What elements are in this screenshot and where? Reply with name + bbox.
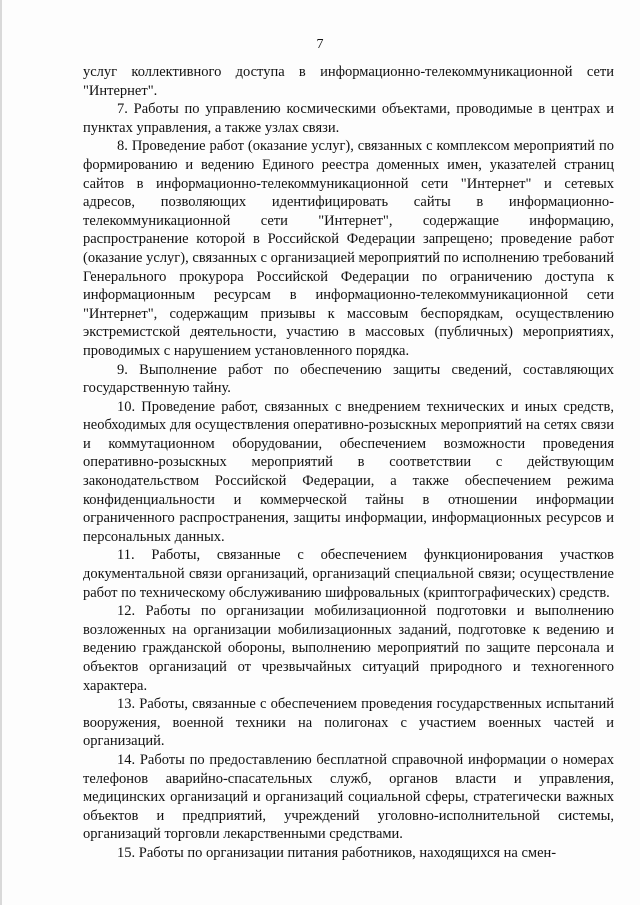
scan-edge — [0, 0, 2, 905]
paragraph-item-12: 12. Работы по организации мобилизационной подготовки и выполнению возложенных на организации мобилизационных заданий, подготовке к ведению и ведению гражданской обороны, выполнению мероприятий по защите персонала и объектов организаций от чрезвычайных ситуаций природного и техногенного характера. — [83, 603, 614, 694]
document-body — [83, 63, 614, 863]
paragraph-item-14: 14. Работы по предоставлению бесплатной справочной информации о номерах телефонов аварийно-спасательных служб, органов власти и управления, медицинских организаций и организаций социальной сферы, стратегически важных объектов и предприятий, учреждений уголовно-исполнительной системы, организаций торговли лекарственными средствами. — [83, 751, 614, 843]
page-number: 7 — [316, 37, 324, 52]
paragraph-item-15: 15. Работы по организации питания работников, находящихся на смен- — [117, 844, 557, 861]
paragraph-item-9: 9. Выполнение работ по обеспечению защиты сведений, составляющих государственную тайну. — [83, 361, 614, 397]
paragraph-continuation: услуг коллективного доступа в информационно-телекоммуникационной сети "Интернет". — [83, 64, 614, 99]
paragraph-item-13: 13. Работы, связанные с обеспечением проведения государственных испытаний вооружения, военной техники на полигонах с участием военных частей и организаций. — [83, 696, 614, 750]
paragraph-item-10: 10. Проведение работ, связанных с внедрением технических и иных средств, необходимых для осуществления оперативно-розыскных мероприятий на сетях связи и коммутационном оборудовании, обеспечением возможности проведения оперативно-розыскных мероприятий в соответствии с действующим законодательством Российской Федерации, а также обеспечением режима конфиденциальности и коммерческой тайны в отношении информации ограниченного распространения, защиты информации, информационных ресурсов и персональных данных. — [83, 398, 614, 545]
paragraph-item-7: 7. Работы по управлению космическими объектами, проводимые в центрах и пунктах управления, а также узлах связи. — [83, 101, 614, 136]
paragraph-item-11: 11. Работы, связанные с обеспечением функционирования участков документальной связи организаций, организаций специальной связи; осуществление работ по техническому обслуживанию шифровальных (криптографических) средств. — [83, 547, 614, 601]
paragraph-item-8: 8. Проведение работ (оказание услуг), связанных с комплексом мероприятий по формированию и ведению Единого реестра доменных имен, указателей страниц сайтов в информационно-телекоммуникационной сети "Интернет" и сетевых адресов, позволяющих идентифицировать сайты в информационно-телекоммуникационной сети "Интернет", содержащие информацию, распространение которой в Российской Федерации запрещено; проведение работ (оказание услуг), связанных с организацией мероприятий по исполнению требований Генерального прокурора Российской Федерации по ограничению доступа к информационным ресурсам в информационно-телекоммуникационной сети "Интернет", содержащим призывы к массовым беспорядкам, осуществлению экстремистской деятельности, участию в массовых (публичных) мероприятиях, проводимых с нарушением установленного порядка. — [83, 138, 614, 359]
